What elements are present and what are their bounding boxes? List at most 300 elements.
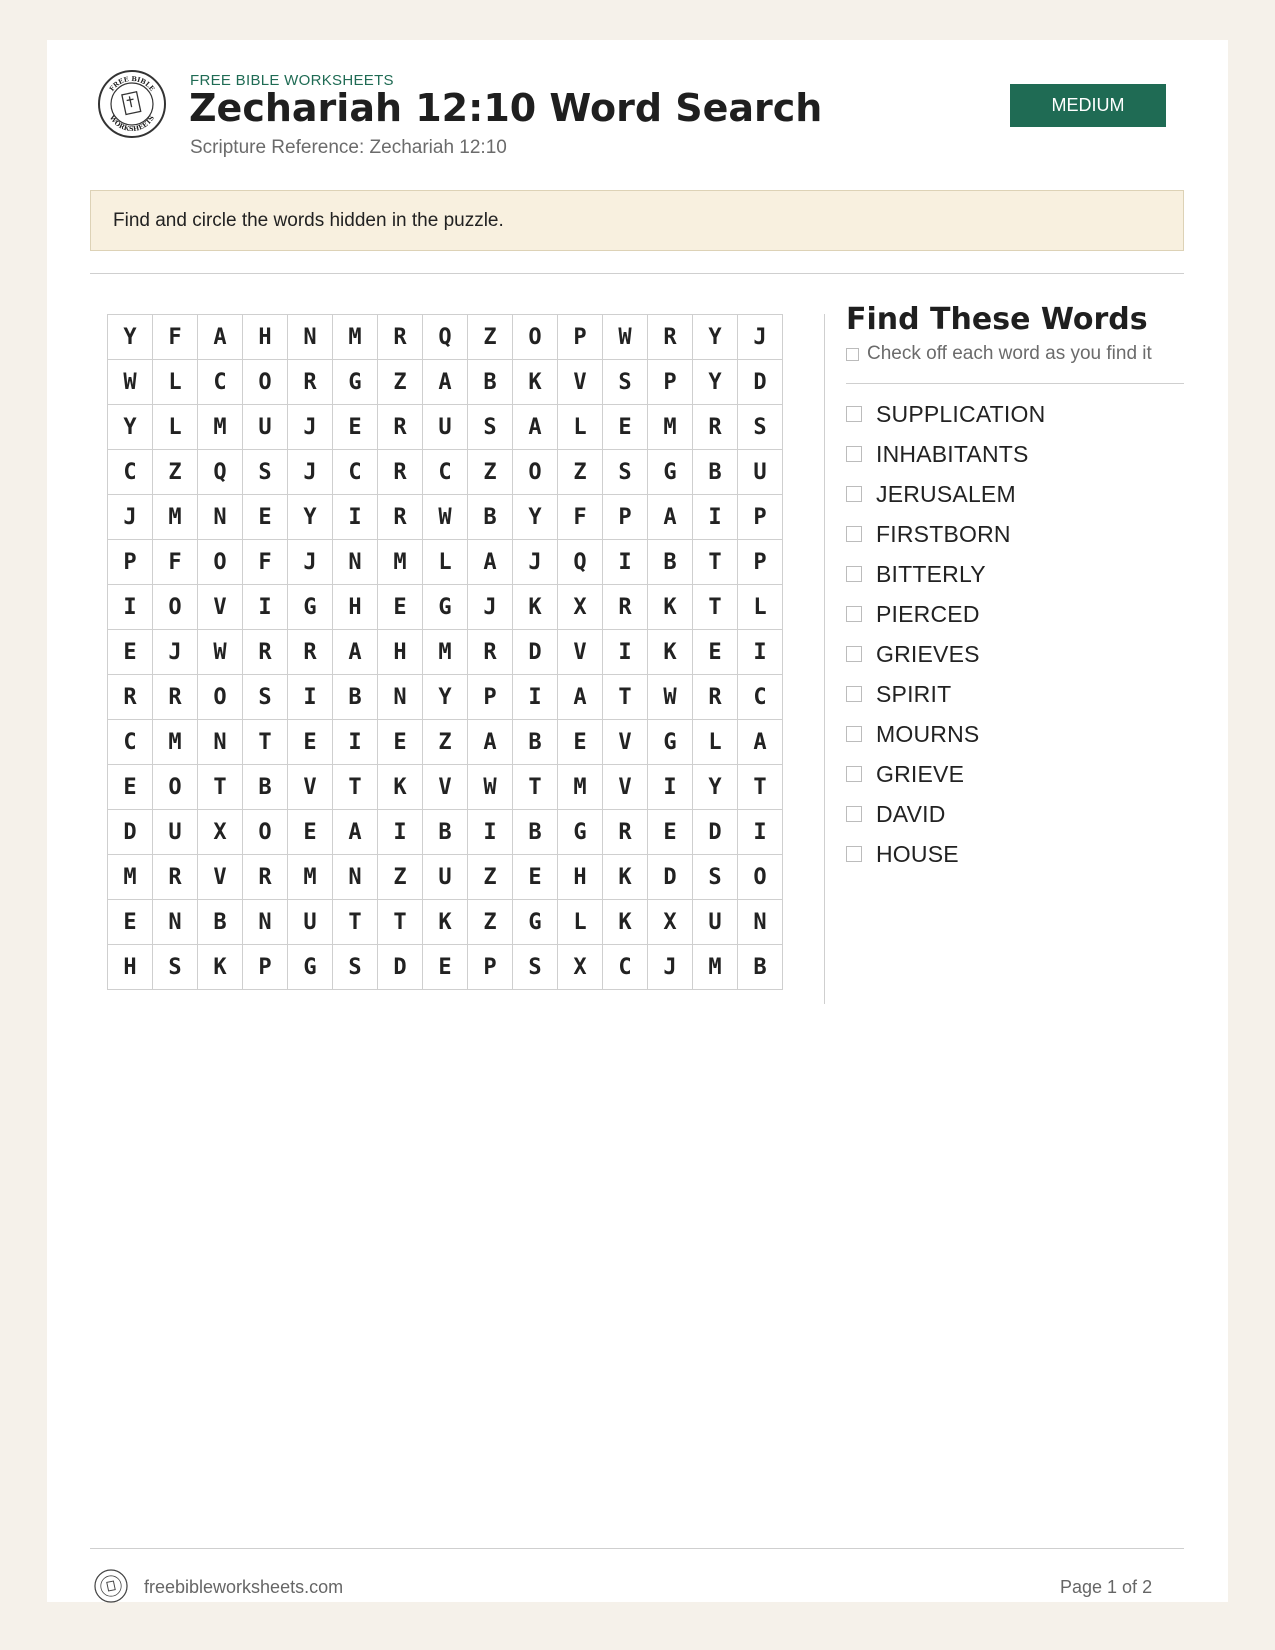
grid-cell: A <box>333 810 378 855</box>
hint-text: Check off each word as you find it <box>867 343 1152 364</box>
grid-cell: R <box>648 315 693 360</box>
grid-cell: E <box>243 495 288 540</box>
brand-label: FREE BIBLE WORKSHEETS <box>190 72 394 89</box>
grid-cell: E <box>648 810 693 855</box>
grid-cell: J <box>738 315 783 360</box>
grid-cell: I <box>243 585 288 630</box>
grid-row <box>108 945 783 990</box>
grid-cell: V <box>603 765 648 810</box>
word-list-item <box>846 394 1184 434</box>
grid-cell: N <box>198 495 243 540</box>
grid-cell: P <box>243 945 288 990</box>
word-checkbox[interactable] <box>846 606 862 622</box>
grid-cell: Z <box>378 360 423 405</box>
grid-cell: N <box>378 675 423 720</box>
grid-cell: Y <box>693 315 738 360</box>
grid-cell: P <box>738 540 783 585</box>
grid-cell: A <box>333 630 378 675</box>
grid-cell: Z <box>423 720 468 765</box>
grid-cell: D <box>648 855 693 900</box>
grid-cell: N <box>333 855 378 900</box>
grid-cell: K <box>603 855 648 900</box>
word-list-item <box>846 634 1184 674</box>
grid-cell: R <box>108 675 153 720</box>
grid-cell: J <box>288 405 333 450</box>
grid-cell: A <box>738 720 783 765</box>
grid-cell: I <box>738 630 783 675</box>
grid-cell: D <box>378 945 423 990</box>
grid-cell: T <box>513 765 558 810</box>
grid-cell: R <box>288 360 333 405</box>
grid-cell: R <box>378 315 423 360</box>
grid-cell: C <box>198 360 243 405</box>
grid-cell: U <box>738 450 783 495</box>
grid-cell: K <box>648 630 693 675</box>
word-label: SPIRIT <box>876 680 952 707</box>
grid-cell: V <box>603 720 648 765</box>
grid-cell: K <box>513 360 558 405</box>
grid-cell: K <box>513 585 558 630</box>
grid-cell: A <box>468 540 513 585</box>
grid-cell: D <box>693 810 738 855</box>
grid-cell: G <box>333 360 378 405</box>
grid-cell: Y <box>108 315 153 360</box>
grid-cell: L <box>558 405 603 450</box>
footer-site-url: freebibleworksheets.com <box>144 1577 344 1597</box>
grid-cell: Z <box>468 450 513 495</box>
grid-cell: E <box>108 765 153 810</box>
grid-cell: O <box>243 360 288 405</box>
grid-cell: J <box>288 540 333 585</box>
grid-cell: F <box>243 540 288 585</box>
logo-text-bottom: WORKSHEETS <box>107 114 157 134</box>
grid-row <box>108 900 783 945</box>
grid-cell: S <box>468 405 513 450</box>
grid-cell: K <box>423 900 468 945</box>
grid-cell: L <box>423 540 468 585</box>
grid-cell: C <box>333 450 378 495</box>
grid-cell: I <box>468 810 513 855</box>
grid-cell: P <box>603 495 648 540</box>
grid-cell: W <box>108 360 153 405</box>
grid-cell: X <box>648 900 693 945</box>
grid-cell: Y <box>693 360 738 405</box>
grid-cell: F <box>558 495 603 540</box>
word-checkbox[interactable] <box>846 566 862 582</box>
grid-cell: J <box>108 495 153 540</box>
grid-cell: B <box>693 450 738 495</box>
grid-cell: O <box>738 855 783 900</box>
grid-cell: I <box>108 585 153 630</box>
grid-cell: U <box>153 810 198 855</box>
grid-cell: Z <box>378 855 423 900</box>
grid-cell: E <box>288 720 333 765</box>
grid-cell: I <box>333 495 378 540</box>
word-label: PIERCED <box>876 600 980 627</box>
grid-cell: O <box>153 765 198 810</box>
grid-cell: N <box>198 720 243 765</box>
grid-cell: W <box>468 765 513 810</box>
word-checkbox[interactable] <box>846 686 862 702</box>
grid-cell: I <box>603 630 648 675</box>
grid-cell: B <box>468 495 513 540</box>
grid-cell: G <box>648 450 693 495</box>
grid-row <box>108 495 783 540</box>
grid-cell: G <box>288 945 333 990</box>
grid-cell: I <box>693 495 738 540</box>
grid-cell: X <box>558 945 603 990</box>
grid-cell: G <box>648 720 693 765</box>
word-label: JERUSALEM <box>876 480 1016 507</box>
grid-row <box>108 315 783 360</box>
grid-cell: M <box>558 765 603 810</box>
word-list-item <box>846 794 1184 834</box>
word-search-grid <box>107 314 783 990</box>
grid-cell: A <box>513 405 558 450</box>
difficulty-badge: MEDIUM <box>1010 84 1166 127</box>
grid-cell: S <box>603 450 648 495</box>
grid-cell: B <box>738 945 783 990</box>
grid-cell: Y <box>288 495 333 540</box>
grid-cell: L <box>153 405 198 450</box>
grid-cell: U <box>243 405 288 450</box>
grid-cell: P <box>738 495 783 540</box>
grid-cell: A <box>558 675 603 720</box>
grid-cell: J <box>513 540 558 585</box>
grid-cell: L <box>153 360 198 405</box>
word-list-divider <box>846 383 1184 384</box>
grid-cell: E <box>603 405 648 450</box>
grid-cell: S <box>333 945 378 990</box>
word-list-item <box>846 474 1184 514</box>
word-checkbox[interactable] <box>846 406 862 422</box>
grid-cell: V <box>558 360 603 405</box>
grid-cell: B <box>513 810 558 855</box>
grid-cell: I <box>513 675 558 720</box>
word-list-item <box>846 754 1184 794</box>
word-list-item <box>846 834 1184 874</box>
grid-cell: H <box>243 315 288 360</box>
grid-cell: U <box>423 405 468 450</box>
grid-cell: R <box>153 855 198 900</box>
grid-row <box>108 720 783 765</box>
word-label: MOURNS <box>876 720 980 747</box>
word-label: INHABITANTS <box>876 440 1029 467</box>
grid-row <box>108 405 783 450</box>
footer-divider <box>90 1548 1184 1549</box>
grid-cell: W <box>198 630 243 675</box>
grid-cell: P <box>558 315 603 360</box>
grid-cell: I <box>378 810 423 855</box>
grid-cell: A <box>198 315 243 360</box>
grid-cell: T <box>603 675 648 720</box>
grid-cell: M <box>153 495 198 540</box>
grid-cell: H <box>108 945 153 990</box>
word-label: DAVID <box>876 800 946 827</box>
grid-cell: A <box>648 495 693 540</box>
word-checkbox[interactable] <box>846 806 862 822</box>
grid-cell: C <box>108 450 153 495</box>
grid-cell: S <box>693 855 738 900</box>
grid-cell: V <box>198 855 243 900</box>
scripture-reference: Scripture Reference: Zechariah 12:10 <box>190 137 507 158</box>
grid-cell: M <box>108 855 153 900</box>
grid-cell: B <box>513 720 558 765</box>
grid-cell: N <box>738 900 783 945</box>
grid-cell: Q <box>558 540 603 585</box>
page-title: Zechariah 12:10 Word Search <box>189 86 823 130</box>
word-checkbox[interactable] <box>846 526 862 542</box>
grid-cell: M <box>288 855 333 900</box>
word-list-item <box>846 674 1184 714</box>
word-checkbox[interactable] <box>846 846 862 862</box>
word-checkbox[interactable] <box>846 766 862 782</box>
grid-cell: R <box>693 405 738 450</box>
header-divider <box>90 273 1184 274</box>
grid-row <box>108 675 783 720</box>
footer-page-number: Page 1 of 2 <box>1060 1577 1153 1597</box>
grid-cell: E <box>423 945 468 990</box>
grid-cell: N <box>243 900 288 945</box>
grid-cell: L <box>738 585 783 630</box>
grid-cell: Z <box>468 900 513 945</box>
grid-row <box>108 810 783 855</box>
grid-cell: R <box>378 495 423 540</box>
grid-cell: K <box>603 900 648 945</box>
grid-cell: T <box>378 900 423 945</box>
word-list-item <box>846 514 1184 554</box>
grid-cell: R <box>468 630 513 675</box>
grid-cell: I <box>603 540 648 585</box>
grid-cell: I <box>648 765 693 810</box>
grid-cell: U <box>693 900 738 945</box>
grid-cell: S <box>603 360 648 405</box>
grid-cell: L <box>693 720 738 765</box>
grid-cell: J <box>468 585 513 630</box>
grid-cell: R <box>603 585 648 630</box>
grid-cell: Y <box>513 495 558 540</box>
grid-cell: O <box>198 540 243 585</box>
grid-cell: K <box>648 585 693 630</box>
word-checkbox[interactable] <box>846 446 862 462</box>
grid-cell: Z <box>558 450 603 495</box>
grid-cell: D <box>738 360 783 405</box>
grid-cell: W <box>423 495 468 540</box>
instructions-box: Find and circle the words hidden in the puzzle. <box>90 190 1184 251</box>
grid-cell: R <box>243 855 288 900</box>
word-list-item <box>846 434 1184 474</box>
grid-cell: M <box>378 540 423 585</box>
grid-row <box>108 540 783 585</box>
grid-cell: Y <box>693 765 738 810</box>
word-label: SUPPLICATION <box>876 400 1046 427</box>
grid-cell: G <box>558 810 603 855</box>
grid-cell: U <box>423 855 468 900</box>
word-list-item <box>846 554 1184 594</box>
grid-cell: O <box>243 810 288 855</box>
grid-cell: P <box>108 540 153 585</box>
grid-cell: F <box>153 315 198 360</box>
grid-cell: Y <box>108 405 153 450</box>
word-list-hint <box>846 343 1184 365</box>
grid-cell: B <box>333 675 378 720</box>
grid-cell: E <box>558 720 603 765</box>
grid-cell: Z <box>468 315 513 360</box>
grid-cell: A <box>423 360 468 405</box>
grid-cell: I <box>333 720 378 765</box>
word-list-item <box>846 594 1184 634</box>
grid-cell: E <box>108 630 153 675</box>
word-list-panel <box>846 300 1184 874</box>
word-label: GRIEVES <box>876 640 980 667</box>
grid-cell: V <box>198 585 243 630</box>
grid-cell: S <box>513 945 558 990</box>
grid-cell: J <box>153 630 198 675</box>
worksheet-page <box>47 40 1228 1602</box>
word-list-item <box>846 714 1184 754</box>
grid-cell: I <box>738 810 783 855</box>
word-label: GRIEVE <box>876 760 965 787</box>
word-list <box>846 394 1184 874</box>
grid-cell: T <box>693 585 738 630</box>
grid-cell: Y <box>423 675 468 720</box>
grid-cell: V <box>288 765 333 810</box>
grid-cell: E <box>378 585 423 630</box>
grid-cell: E <box>693 630 738 675</box>
grid-cell: S <box>243 450 288 495</box>
grid-cell: V <box>558 630 603 675</box>
grid-cell: Z <box>153 450 198 495</box>
grid-cell: E <box>333 405 378 450</box>
grid-cell: B <box>198 900 243 945</box>
grid-row <box>108 855 783 900</box>
logo-text-top: FREE BIBLE <box>107 74 157 93</box>
grid-cell: C <box>603 945 648 990</box>
grid-cell: B <box>243 765 288 810</box>
grid-cell: I <box>288 675 333 720</box>
grid-cell: W <box>603 315 648 360</box>
grid-cell: P <box>468 945 513 990</box>
grid-row <box>108 450 783 495</box>
grid-cell: P <box>468 675 513 720</box>
grid-cell: E <box>108 900 153 945</box>
panel-divider <box>824 314 825 1004</box>
grid-cell: T <box>198 765 243 810</box>
grid-cell: R <box>693 675 738 720</box>
word-checkbox[interactable] <box>846 726 862 742</box>
grid-row <box>108 765 783 810</box>
grid-cell: T <box>243 720 288 765</box>
grid-cell: C <box>108 720 153 765</box>
word-label: HOUSE <box>876 840 959 867</box>
grid-cell: G <box>288 585 333 630</box>
grid-cell: M <box>333 315 378 360</box>
grid-cell: Q <box>423 315 468 360</box>
grid-cell: M <box>198 405 243 450</box>
grid-cell: B <box>648 540 693 585</box>
header <box>47 40 1228 180</box>
grid-cell: R <box>378 405 423 450</box>
grid-cell: M <box>693 945 738 990</box>
grid-cell: B <box>423 810 468 855</box>
grid-row <box>108 630 783 675</box>
grid-cell: O <box>513 450 558 495</box>
grid-cell: S <box>243 675 288 720</box>
grid-row <box>108 585 783 630</box>
grid-cell: J <box>648 945 693 990</box>
grid-cell: K <box>198 945 243 990</box>
hint-checkbox-icon <box>846 348 859 361</box>
grid-cell: M <box>648 405 693 450</box>
grid-cell: C <box>423 450 468 495</box>
grid-cell: F <box>153 540 198 585</box>
grid-cell: H <box>558 855 603 900</box>
grid-cell: P <box>648 360 693 405</box>
grid-cell: E <box>378 720 423 765</box>
word-label: BITTERLY <box>876 560 986 587</box>
grid-cell: A <box>468 720 513 765</box>
grid-cell: M <box>423 630 468 675</box>
grid-cell: M <box>153 720 198 765</box>
grid-cell: L <box>558 900 603 945</box>
grid-cell: G <box>513 900 558 945</box>
grid-cell: X <box>198 810 243 855</box>
bible-seal-icon <box>97 69 167 139</box>
grid-cell: N <box>288 315 333 360</box>
grid-cell: O <box>198 675 243 720</box>
grid-cell: S <box>738 405 783 450</box>
grid-cell: G <box>423 585 468 630</box>
word-checkbox[interactable] <box>846 486 862 502</box>
grid-cell: D <box>108 810 153 855</box>
grid-cell: R <box>243 630 288 675</box>
grid-cell: W <box>648 675 693 720</box>
grid-cell: C <box>738 675 783 720</box>
grid-cell: R <box>153 675 198 720</box>
grid-cell: J <box>288 450 333 495</box>
grid-cell: O <box>153 585 198 630</box>
grid-cell: V <box>423 765 468 810</box>
grid-cell: H <box>333 585 378 630</box>
grid-cell: E <box>513 855 558 900</box>
grid-cell: N <box>153 900 198 945</box>
footer-logo-icon <box>94 1569 128 1603</box>
grid-cell: H <box>378 630 423 675</box>
grid-cell: E <box>288 810 333 855</box>
grid-cell: D <box>513 630 558 675</box>
word-label: FIRSTBORN <box>876 520 1011 547</box>
grid-cell: X <box>558 585 603 630</box>
grid-cell: R <box>288 630 333 675</box>
grid-cell: B <box>468 360 513 405</box>
grid-cell: K <box>378 765 423 810</box>
grid-cell: T <box>333 900 378 945</box>
grid-cell: R <box>378 450 423 495</box>
grid-cell: Z <box>468 855 513 900</box>
word-checkbox[interactable] <box>846 646 862 662</box>
grid-cell: O <box>513 315 558 360</box>
grid-cell: T <box>693 540 738 585</box>
grid-cell: T <box>738 765 783 810</box>
word-list-title: Find These Words <box>846 302 1148 337</box>
grid-cell: N <box>333 540 378 585</box>
grid-cell: S <box>153 945 198 990</box>
grid-cell: Q <box>198 450 243 495</box>
grid-row <box>108 360 783 405</box>
grid-cell: R <box>603 810 648 855</box>
grid-cell: U <box>288 900 333 945</box>
grid-cell: T <box>333 765 378 810</box>
